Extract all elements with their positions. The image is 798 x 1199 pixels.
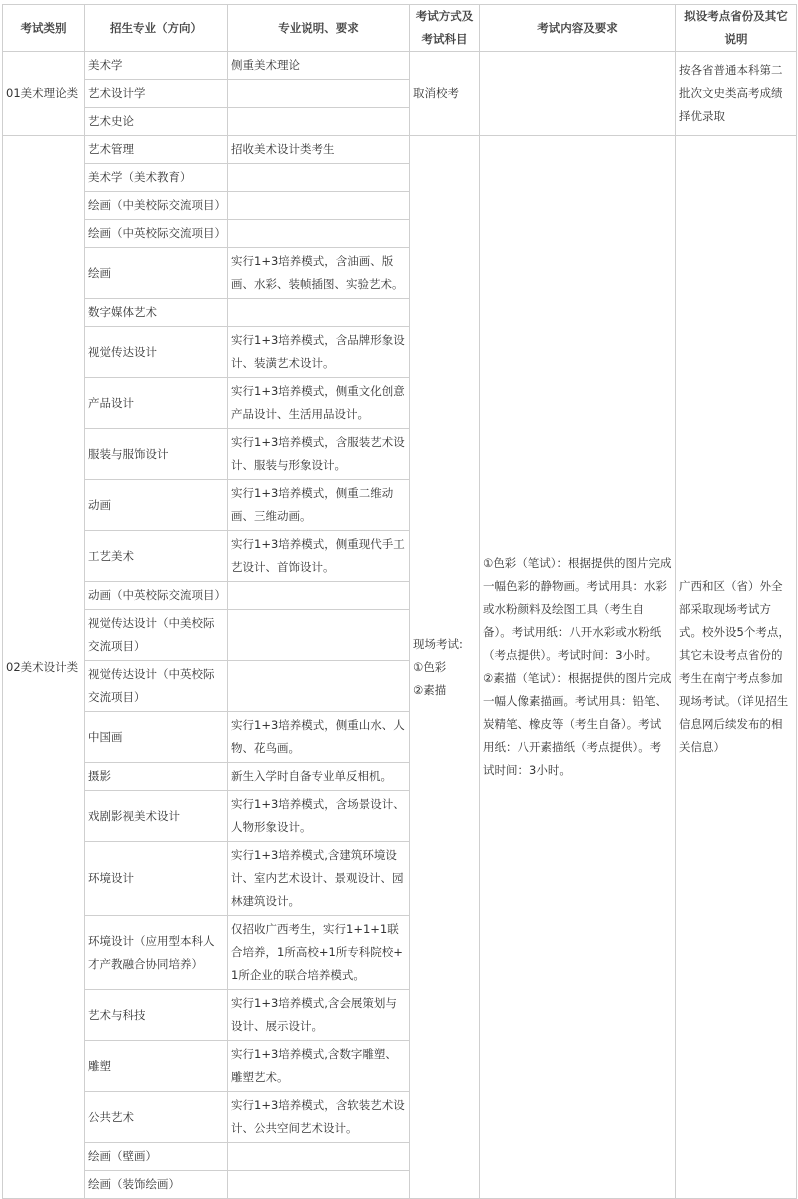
description-cell (228, 220, 410, 248)
major-cell: 中国画 (85, 712, 228, 763)
major-cell: 视觉传达设计（中英校际交流项目） (85, 661, 228, 712)
major-cell: 艺术设计学 (85, 80, 228, 108)
major-cell: 动画 (85, 480, 228, 531)
description-cell: 实行1+3培养模式，含油画、版画、水彩、装帧插图、实验艺术。 (228, 248, 410, 299)
major-cell: 艺术史论 (85, 108, 228, 136)
category-cell: 02美术设计类 (3, 136, 85, 1199)
description-cell: 实行1+3培养模式，含场景设计、人物形象设计。 (228, 791, 410, 842)
description-cell: 新生入学时自备专业单反相机。 (228, 763, 410, 791)
major-cell: 雕塑 (85, 1041, 228, 1092)
table-body (3, 52, 797, 1199)
major-cell: 视觉传达设计（中美校际交流项目） (85, 610, 228, 661)
description-cell: 实行1+3培养模式，含服装艺术设计、服装与形象设计。 (228, 429, 410, 480)
description-cell (228, 80, 410, 108)
exam-content-cell (480, 52, 676, 136)
major-cell: 环境设计（应用型本科人才产教融合协同培养） (85, 916, 228, 990)
description-cell: 实行1+3培养模式，侧重二维动画、三维动画。 (228, 480, 410, 531)
major-cell: 环境设计 (85, 842, 228, 916)
description-cell (228, 1143, 410, 1171)
description-cell: 实行1+3培养模式,含会展策划与设计、展示设计。 (228, 990, 410, 1041)
major-cell: 服装与服饰设计 (85, 429, 228, 480)
table-row (3, 52, 797, 80)
description-cell (228, 108, 410, 136)
description-cell: 招收美术设计类考生 (228, 136, 410, 164)
description-cell: 实行1+3培养模式，侧重现代手工艺设计、首饰设计。 (228, 531, 410, 582)
header-location: 拟设考点省份及其它说明 (676, 5, 797, 52)
description-cell (228, 299, 410, 327)
major-cell: 公共艺术 (85, 1092, 228, 1143)
description-cell (228, 610, 410, 661)
major-cell: 产品设计 (85, 378, 228, 429)
description-cell (228, 582, 410, 610)
major-cell: 动画（中英校际交流项目） (85, 582, 228, 610)
header-category: 考试类别 (3, 5, 85, 52)
table-row (3, 136, 797, 164)
exam-content-cell: ①色彩（笔试）：根据提供的图片完成一幅色彩的静物画。考试用具：水彩或水粉颜料及绘图工具（考生自备）。考试用纸：八开水彩或水粉纸（考点提供）。考试时间：3小时。 ②素描（笔试）：根据提供的图片完成一幅人像素描画。考试用具：铅笔、炭精笔、橡皮等（考生自备）。考试用纸：八开素描纸（考点提供）。考试时间：3小时。 (480, 136, 676, 1199)
description-cell: 实行1+3培养模式，含软装艺术设计、公共空间艺术设计。 (228, 1092, 410, 1143)
header-description: 专业说明、要求 (228, 5, 410, 52)
major-cell: 戏剧影视美术设计 (85, 791, 228, 842)
category-cell: 01美术理论类 (3, 52, 85, 136)
major-cell: 绘画（中美校际交流项目） (85, 192, 228, 220)
description-cell: 仅招收广西考生，实行1+1+1联合培养，1所高校+1所专科院校+1所企业的联合培养模式。 (228, 916, 410, 990)
description-cell: 实行1+3培养模式,含数字雕塑、雕塑艺术。 (228, 1041, 410, 1092)
location-cell: 按各省普通本科第二批次文史类高考成绩择优录取 (676, 52, 797, 136)
major-cell: 视觉传达设计 (85, 327, 228, 378)
location-cell: 广西和区（省）外全部采取现场考试方式。校外设5个考点，其它未设考点省份的考生在南宁考点参加现场考试。（详见招生信息网后续发布的相关信息） (676, 136, 797, 1199)
header-major: 招生专业（方向） (85, 5, 228, 52)
major-cell: 美术学（美术教育） (85, 164, 228, 192)
exam-method-cell: 取消校考 (410, 52, 480, 136)
description-cell: 实行1+3培养模式,含建筑环境设计、室内艺术设计、景观设计、园林建筑设计。 (228, 842, 410, 916)
description-cell: 实行1+3培养模式，含品牌形象设计、装潢艺术设计。 (228, 327, 410, 378)
description-cell (228, 192, 410, 220)
major-cell: 绘画（装饰绘画） (85, 1171, 228, 1199)
exam-method-cell: 现场考试: ①色彩 ②素描 (410, 136, 480, 1199)
major-cell: 艺术管理 (85, 136, 228, 164)
description-cell: 侧重美术理论 (228, 52, 410, 80)
header-exam-method: 考试方式及考试科目 (410, 5, 480, 52)
description-cell: 实行1+3培养模式，侧重山水、人物、花鸟画。 (228, 712, 410, 763)
description-cell (228, 1171, 410, 1199)
major-cell: 美术学 (85, 52, 228, 80)
major-cell: 摄影 (85, 763, 228, 791)
major-cell: 绘画 (85, 248, 228, 299)
major-cell: 绘画（壁画） (85, 1143, 228, 1171)
header-exam-content: 考试内容及要求 (480, 5, 676, 52)
description-cell (228, 661, 410, 712)
major-cell: 数字媒体艺术 (85, 299, 228, 327)
major-cell: 艺术与科技 (85, 990, 228, 1041)
description-cell: 实行1+3培养模式，侧重文化创意产品设计、生活用品设计。 (228, 378, 410, 429)
admissions-table (2, 4, 797, 1199)
description-cell (228, 164, 410, 192)
major-cell: 绘画（中英校际交流项目） (85, 220, 228, 248)
major-cell: 工艺美术 (85, 531, 228, 582)
header-row (3, 5, 797, 52)
